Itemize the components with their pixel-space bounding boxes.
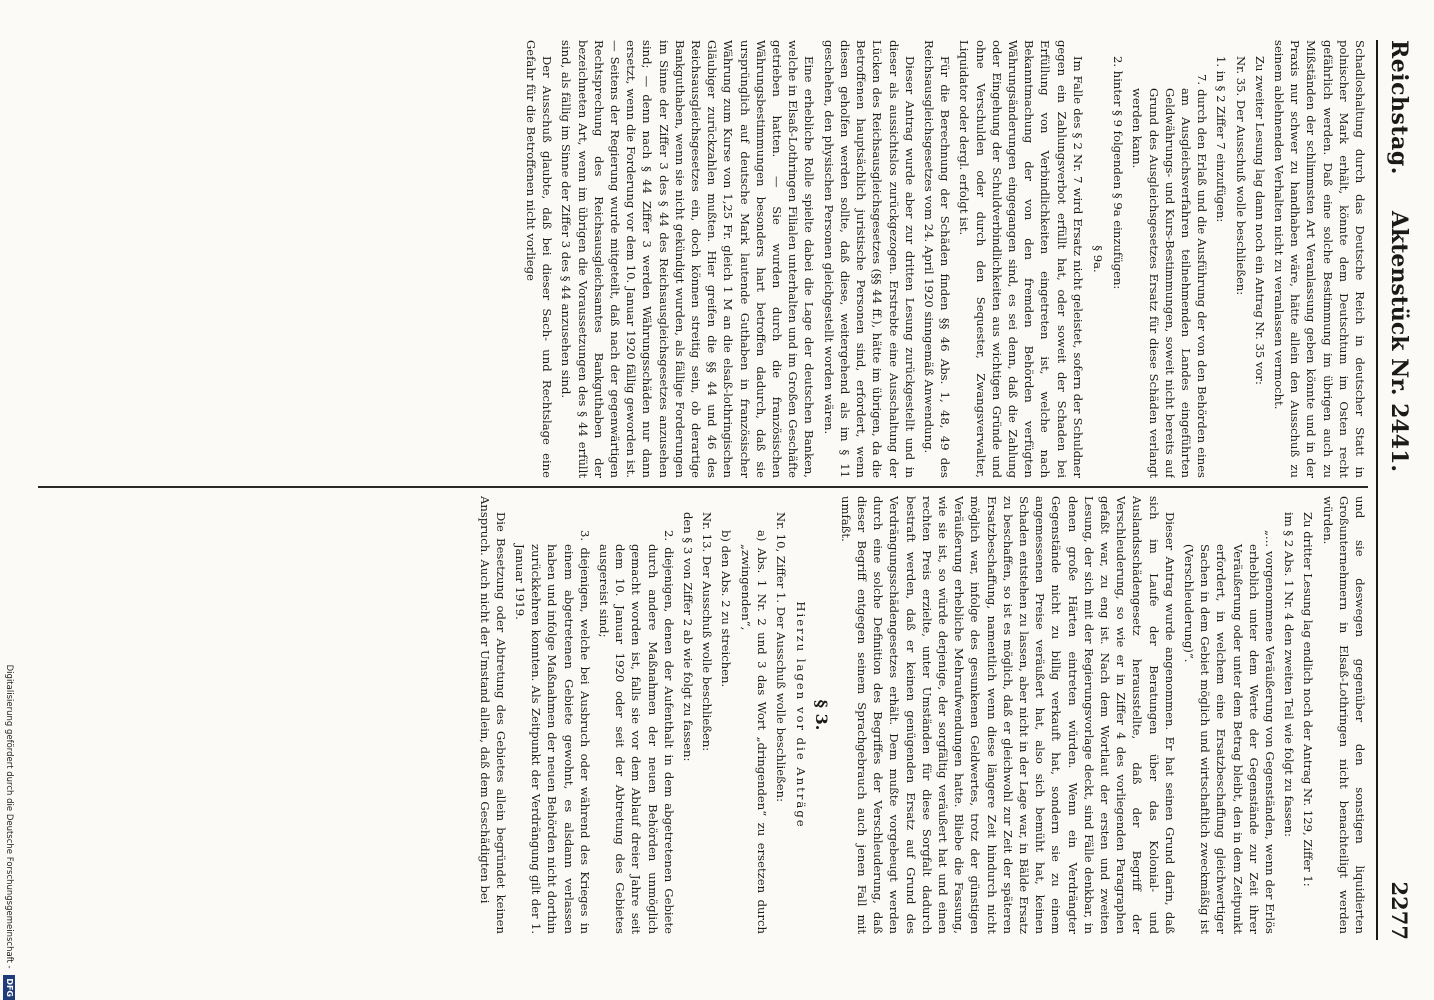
- paragraph: Dieser Antrag wurde aber zur dritten Lesung zurückgestellt und in dieser als aussichtslos zurückgezogen. Erstrebte eine Ausschaltung der Lücken des Reichsausgleichsgesetzes (§§ 44 ff.), hätte im übrigen, da die Betroffenen hauptsächlich juristische Personen sind, erfordert, wenn diesen geholfen werden sollte, daß diese, weitergehend als im § 11 geschehen, den physischen Personen gleichgestellt worden wären.: [821, 40, 917, 478]
- section-heading: § 9a.: [1090, 245, 1105, 273]
- list-item: den § 3 von Ziffer 2 ab wie folgt zu fassen:: [681, 512, 696, 762]
- paragraph: Nr. 13. Der Ausschuß wolle beschließen:: [700, 512, 715, 752]
- page-number: 2277: [1387, 881, 1412, 940]
- header-left: Reichstag.: [1386, 40, 1412, 175]
- list-item: 2. diejenigen, denen der Aufenthalt in dem abgetretenen Gebiete durch andere Maßnahmen der neuen Behörden unmöglich gemacht worden ist, falls sie vor dem Ablauf dreier Jahre seit dem 10. Januar 1920 oder seit der Abtretung des Gebietes ausgereist sind;: [597, 530, 676, 934]
- list-item: 7. durch den Erlaß und die Ausführung der von den Behörden eines am Ausgleichsverfahren teilnehmenden Landes eingeführten Geldwährungs- und Kurs-Bestimmungen, soweit nicht bereits auf Grund des Ausgleichsgesetzes Ersatz für diese Schäden verlangt werden kann.: [1130, 74, 1210, 478]
- paragraph: Nr. 10, Ziffer 1. Der Ausschuß wolle beschließen:: [774, 512, 789, 803]
- paragraph: Zu dritter Lesung lag endlich noch der Antrag Nr. 129, Ziffer 1:: [1301, 512, 1316, 887]
- paragraph: Schadloshaltung durch das Deutsche Reich in deutscher Statt in polnischer Mark erhält, könnte dem Deutschtum im Osten recht gefährlich werden. Daß eine solche Bestimmung im übrigen auch zu Mißständen der schlimmsten Art Veranlassung geben könnte und in der Praxis nur schwer zu handhaben wäre, hätte allein den Ausschuß zu seinem ablehnenden Verhalten nicht zu veranlassen vermocht.: [1271, 40, 1367, 478]
- list-item: a) Abs. 1 Nr. 2 und 3 das Wort „dringenden“ zu ersetzen durch „zwingenden“,: [738, 530, 769, 934]
- paragraph: Nr. 35. Der Ausschuß wolle beschließen:: [1233, 56, 1248, 296]
- quoted-text: „... vorgenommene Veräußerung von Gegenständen, wenn der Erlös erheblich unter dem Werte der Gegenstände zur Zeit ihrer Veräußerung oder unter dem Betrag bleibt, den in dem Zeitpunkt erfordert, in welchem eine Ersatzbeschaffung gleichwertiger Sachen in dem Gebiet möglich und wirtschaftlich zweckmäßig ist (Verschleuderung)“.: [1181, 530, 1277, 934]
- right-column: [38, 496, 1368, 934]
- list-item: b) den Abs. 2 zu streichen.: [719, 530, 734, 688]
- list-item: 2. hinter § 9 folgenden § 9a einzufügen:: [1111, 56, 1126, 290]
- digitization-footer: [2, 0, 16, 1000]
- list-item: 1. in § 2 Ziffer 7 einzufügen:: [1214, 56, 1229, 223]
- header-title: Aktenstück Nr. 2441.: [1386, 210, 1412, 473]
- list-item: im § 2 Abs. 1 Nr. 4 den zweiten Teil wie folgt zu fassen:: [1282, 512, 1297, 837]
- paragraph: Für die Berechnung der Schäden finden §§ 46 Abs. 1, 48, 49 des Reichsausgleichsgesetzes vom 24. April 1920 sinngemäß Anwendung.: [921, 40, 953, 478]
- list-item: 3. diejenigen, welche bei Ausbruch oder während des Krieges in einem abgetretenen Gebiete gewohnt, es alsdann verlassen haben und infolge Maßnahmen der neuen Behörden nicht dorthin zurückkehren konnten. Als Zeitpunkt der Verdrängung gilt der 1. Januar 1919.: [513, 530, 592, 934]
- paragraph: Zu zweiter Lesung lag dann noch ein Antrag Nr. 35 vor:: [1252, 56, 1267, 385]
- footer-text: Digitalisierung gefördert durch die Deutsche Forschungsgemeinschaft -: [4, 664, 14, 969]
- paragraph: und sie deswegen gegenüber den sonstigen liquidierten Großunternehmern in Elsaß-Lothringen nicht benachteiligt werden würden.: [1320, 496, 1367, 934]
- running-header: [1376, 40, 1412, 940]
- paragraph: Dieser Antrag wurde angenommen. Er hat seinen Grund darin, daß sich im Laufe der Beratungen über das Kolonial- und Auslandsschädengesetz herausstellte, daß der Begriff der Verschleuderung, so wie er in Ziffer 4 des vorliegenden Paragraphen gefaßt war, zu eng ist. Nach dem Wortlaut der ersten und zweiten Lesung, der sich mit der Regierungsvorlage deckt, sind Fälle denkbar, in denen große Härten eintreten würden. Wenn ein Verdrängter Gegenstände nicht zu billig verkauft hat, sondern sie zu einem angemessenen Preise veräußert hat, also sich bemüht hat, keinen Schaden entstehen zu lassen, aber nicht in der Lage war, in Bälde Ersatz zu beschaffen, so ist es möglich, daß er gleichwohl zur Zeit der späteren Ersatzbeschaffung, namentlich wenn diese längere Zeit hindurch nicht möglich war, infolge des gesunkenen Geldwertes, trotz der günstigen Veräußerung erhebliche Mehraufwendungen hatte. Bliebe die Fassung, wie sie ist, so würde derjenige, der sorgfältig veräußert hat und einen rechten Preis erzielte, unter Umständen für diese Sorgfalt dadurch bestraft werden, daß er keinen genügenden Ersatz auf Grund des Verdrängungsschädengesetzes erhält. Dem mußte vorgebeugt werden durch eine solche Definition des Begriffes der Verschleuderung, daß dieser Begriff entgegen seinem Sprachgebrauch auch jenen Fall mit umfaßt.: [838, 496, 1177, 934]
- paragraph: Der Ausschuß glaubte, daß bei dieser Sach- und Rechtslage eine Gefahr für die Betroffenen nicht vorliege: [524, 40, 555, 478]
- subheading: Hierzu lagen vor die Anträge: [794, 601, 809, 829]
- left-column: [38, 40, 1368, 478]
- paragraph: Eine erhebliche Rolle spielte dabei die Lage der deutschen Banken, welche in Elsaß-Lothringen Filialen unterhalten und im Großen Geschäfte getrieben hatten. — Sie wurden durch die französischen Währungsbestimmungen besonders hart betroffen dadurch, daß sie ursprünglich auf deutsche Mark lautende Guthaben in französischer Währung zum Kurse von 1,25 Fr. gleich 1 M an die elsaß-lothringischen Gläubiger zurückzahlen mußten. Hier greifen die §§ 44 und 46 des Reichsausgleichsgesetzes ein, doch können streitig sein, ob derartige Bankguthaben, wenn sie nicht gekündigt wurden, als fällige Forderungen im Sinne der Ziffer 3 des § 44 des Reichsausgleichsgesetzes anzusehen sind; — denn nach § 44 Ziffer 3 werden Währungsschäden nur dann ersetzt, wenn die Forderung vor dem 10. Januar 1920 fällig geworden ist. — Seitens der Regierung wurde mitgeteilt, daß nach der gegenwärtigen Rechtsprechung des Reichsausgleichsamtes Bankguthaben der bezeichneten Art, wenn im übrigen die Voraussetzungen des § 44 erfüllt sind, als fällig im Sinne der Ziffer 3 des § 44 anzusehen sind.: [559, 40, 817, 478]
- column-divider: [38, 486, 1368, 488]
- paragraph: Die Besetzung oder Abtretung des Gebietes allein begründet keinen Anspruch. Auch nicht der Umstand allein, daß dem Geschädigten bei: [477, 496, 508, 934]
- dfg-logo: DFG: [3, 975, 15, 1000]
- section-heading: § 3.: [812, 699, 832, 731]
- paragraph: Im Falle des § 2 Nr. 7 wird Ersatz nicht geleistet, sofern der Schuldner gegen ein Zahlungsverbot erfüllt hat, oder soweit der Schaden bei Erfüllung von Verbindlichkeiten eingetreten ist, welche nach Bekanntmachung der von den fremden Behörden verfügten Währungsänderungen eingegangen sind, es sei denn, daß die Zahlung oder Eingehung der Schuldverbindlichkeiten aus wichtigen Gründe und ohne Verschulden oder durch den Sequester, Zwangsverwalter, Liquidator oder dergl. erfolgt ist.: [957, 40, 1085, 478]
